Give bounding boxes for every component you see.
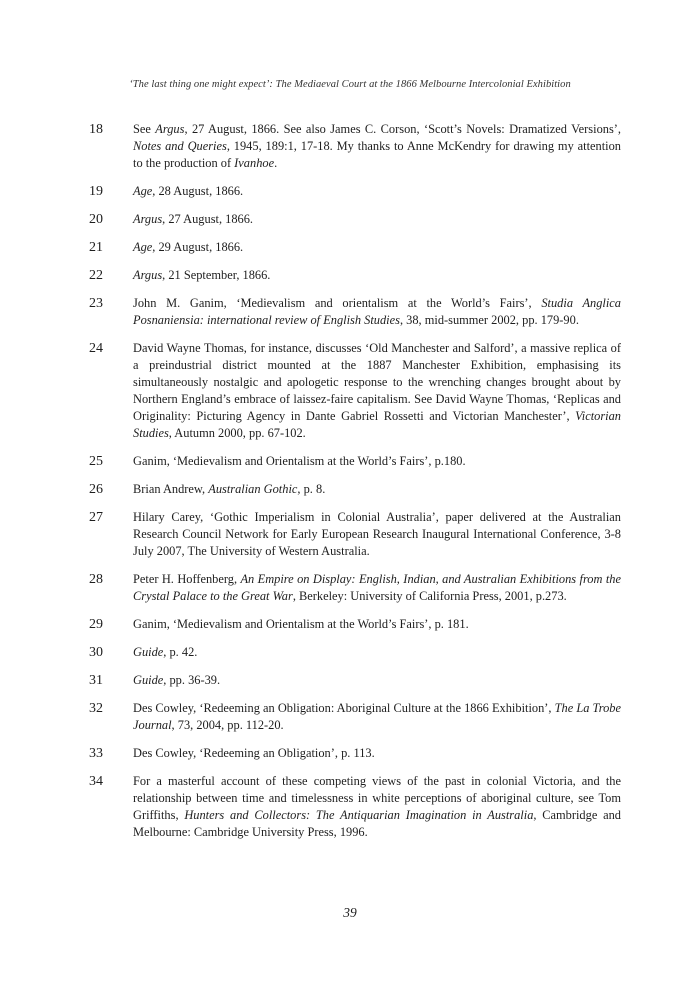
- endnote-text: [133, 295, 621, 329]
- endnote-text-run: , 21 September, 1866.: [162, 268, 271, 282]
- endnote-number: 34: [89, 774, 103, 789]
- endnote-22: [89, 267, 621, 284]
- endnote-text: [133, 616, 621, 633]
- endnote-number: 23: [89, 296, 103, 311]
- endnote-number: 25: [89, 454, 103, 469]
- endnote-text-run: , 27 August, 1866.: [162, 212, 254, 226]
- endnote-text: [133, 267, 621, 284]
- endnote-text-run: , p. 42.: [163, 645, 198, 659]
- endnote-title-italic: Hunters and Collectors: The Antiquarian Imagination in Australia: [184, 808, 534, 822]
- endnote-number: 31: [89, 673, 103, 688]
- endnote-text: [133, 340, 621, 442]
- endnote-text-run: Brian Andrew,: [133, 482, 209, 496]
- endnote-text-run: , 1945, 189:1, 17-18. My thanks to Anne McKendry for drawing my attention to the production of: [133, 139, 621, 170]
- endnote-28: [89, 571, 621, 605]
- endnote-title-italic: Age: [133, 240, 153, 254]
- endnote-number: 33: [89, 746, 103, 761]
- endnote-text-run: David Wayne Thomas, for instance, discusses ‘Old Manchester and Salford’, a massive replica of a preindustrial district mounted at the 1887 Manchester Exhibition, emphasising its simultaneously nostalgic and apologetic response to the wrenching changes brought about by Northern England’s embrace of laissez-faire capitalism. See David Wayne Thomas, ‘Replicas and Originality: Picturing Agency in Dante Gabriel Rossetti and Victorian Manchester’,: [133, 341, 621, 423]
- endnote-18: [89, 121, 621, 172]
- endnote-text-run: Peter H. Hoffenberg,: [133, 572, 241, 586]
- endnote-text-run: , 29 August, 1866.: [152, 240, 244, 254]
- endnote-23: [89, 295, 621, 329]
- endnote-number: 28: [89, 572, 103, 587]
- endnote-25: [89, 453, 621, 470]
- endnote-text: [133, 773, 621, 841]
- endnote-34: [89, 773, 621, 841]
- endnote-text-run: , Berkeley: University of California Press, 2001, p.273.: [292, 589, 567, 603]
- endnote-text: [133, 745, 621, 762]
- endnote-text-run: Des Cowley, ‘Redeeming an Obligation: Aboriginal Culture at the 1866 Exhibition’,: [133, 701, 555, 715]
- endnote-text: [133, 571, 621, 605]
- endnote-title-italic: Australian Gothic: [208, 482, 298, 496]
- endnote-number: 22: [89, 268, 103, 283]
- endnote-text-run: , Cambridge and Melbourne: Cambridge University Press, 1996.: [133, 808, 621, 839]
- endnote-title-italic: Studia Anglica Posnaniensia: international review of English Studies: [133, 296, 621, 327]
- endnote-title-italic: Victorian Studies: [133, 409, 621, 440]
- endnote-number: 30: [89, 645, 103, 660]
- endnote-text-run: , p. 8.: [297, 482, 326, 496]
- endnote-text-run: For a masterful account of these competing views of the past in colonial Victoria, and the relationship between time and timelessness in white perceptions of aboriginal culture, see Tom Griffiths,: [133, 774, 621, 822]
- endnote-number: 27: [89, 510, 103, 525]
- endnote-number: 18: [89, 122, 103, 137]
- endnote-text: [133, 211, 621, 228]
- endnote-text-run: , 27 August, 1866. See also James C. Corson, ‘Scott’s Novels: Dramatized Versions’,: [184, 122, 621, 136]
- endnote-number: 19: [89, 184, 103, 199]
- endnote-30: [89, 644, 621, 661]
- endnote-number: 20: [89, 212, 103, 227]
- endnote-text-run: , 38, mid-summer 2002, pp. 179-90.: [399, 313, 579, 327]
- endnote-title-italic: Argus: [155, 122, 185, 136]
- endnote-title-italic: Age: [133, 184, 153, 198]
- endnote-text-run: , 73, 2004, pp. 112-20.: [171, 718, 284, 732]
- endnote-text-run: Hilary Carey, ‘Gothic Imperialism in Colonial Australia’, paper delivered at the Australian Research Council Network for Early European Research Inaugural International Conference, 3-8 July 2007, The University of Western Australia.: [133, 510, 621, 558]
- endnote-29: [89, 616, 621, 633]
- endnote-31: [89, 672, 621, 689]
- endnote-text-run: Ganim, ‘Medievalism and Orientalism at the World’s Fairs’, p.180.: [133, 454, 466, 468]
- endnote-title-italic: Argus: [133, 212, 163, 226]
- endnote-text-run: , Autumn 2000, pp. 67-102.: [168, 426, 306, 440]
- endnote-number: 24: [89, 341, 103, 356]
- endnote-title-italic: Guide: [133, 673, 164, 687]
- endnote-number: 29: [89, 617, 103, 632]
- endnote-text-run: Ganim, ‘Medievalism and Orientalism at the World’s Fairs’, p. 181.: [133, 617, 469, 631]
- endnote-title-italic: Guide: [133, 645, 164, 659]
- endnote-text-run: .: [274, 156, 278, 170]
- endnote-text: [133, 121, 621, 172]
- endnote-title-italic: Ivanhoe: [234, 156, 275, 170]
- endnote-20: [89, 211, 621, 228]
- endnote-text-run: John M. Ganim, ‘Medievalism and orientalism at the World’s Fairs’,: [133, 296, 542, 310]
- endnote-title-italic: Argus: [133, 268, 163, 282]
- endnote-text: [133, 481, 621, 498]
- endnote-text-run: , 28 August, 1866.: [152, 184, 244, 198]
- endnote-number: 26: [89, 482, 103, 497]
- endnote-19: [89, 183, 621, 200]
- endnote-text: [133, 453, 621, 470]
- endnote-21: [89, 239, 621, 256]
- endnote-text-run: , pp. 36-39.: [163, 673, 221, 687]
- endnote-text: [133, 509, 621, 560]
- endnote-text: [133, 672, 621, 689]
- endnote-32: [89, 700, 621, 734]
- endnote-26: [89, 481, 621, 498]
- endnote-27: [89, 509, 621, 560]
- endnote-number: 32: [89, 701, 103, 716]
- endnotes-list: [89, 121, 621, 852]
- endnote-text: [133, 239, 621, 256]
- endnote-number: 21: [89, 240, 103, 255]
- endnote-24: [89, 340, 621, 442]
- endnote-text-run: Des Cowley, ‘Redeeming an Obligation’, p. 113.: [133, 746, 375, 760]
- endnote-text: [133, 183, 621, 200]
- endnote-title-italic: Notes and Queries: [133, 139, 227, 153]
- endnote-text-run: See: [133, 122, 156, 136]
- running-header: ‘The last thing one might expect’: The Mediaeval Court at the 1866 Melbourne Intercolonial Exhibition: [129, 79, 571, 90]
- endnote-title-italic: The La Trobe Journal: [133, 701, 621, 732]
- endnote-title-italic: An Empire on Display: English, Indian, and Australian Exhibitions from the Crystal Palace to the Great War: [133, 572, 621, 603]
- page-number: 39: [343, 905, 357, 920]
- endnote-33: [89, 745, 621, 762]
- endnote-text: [133, 700, 621, 734]
- endnote-text: [133, 644, 621, 661]
